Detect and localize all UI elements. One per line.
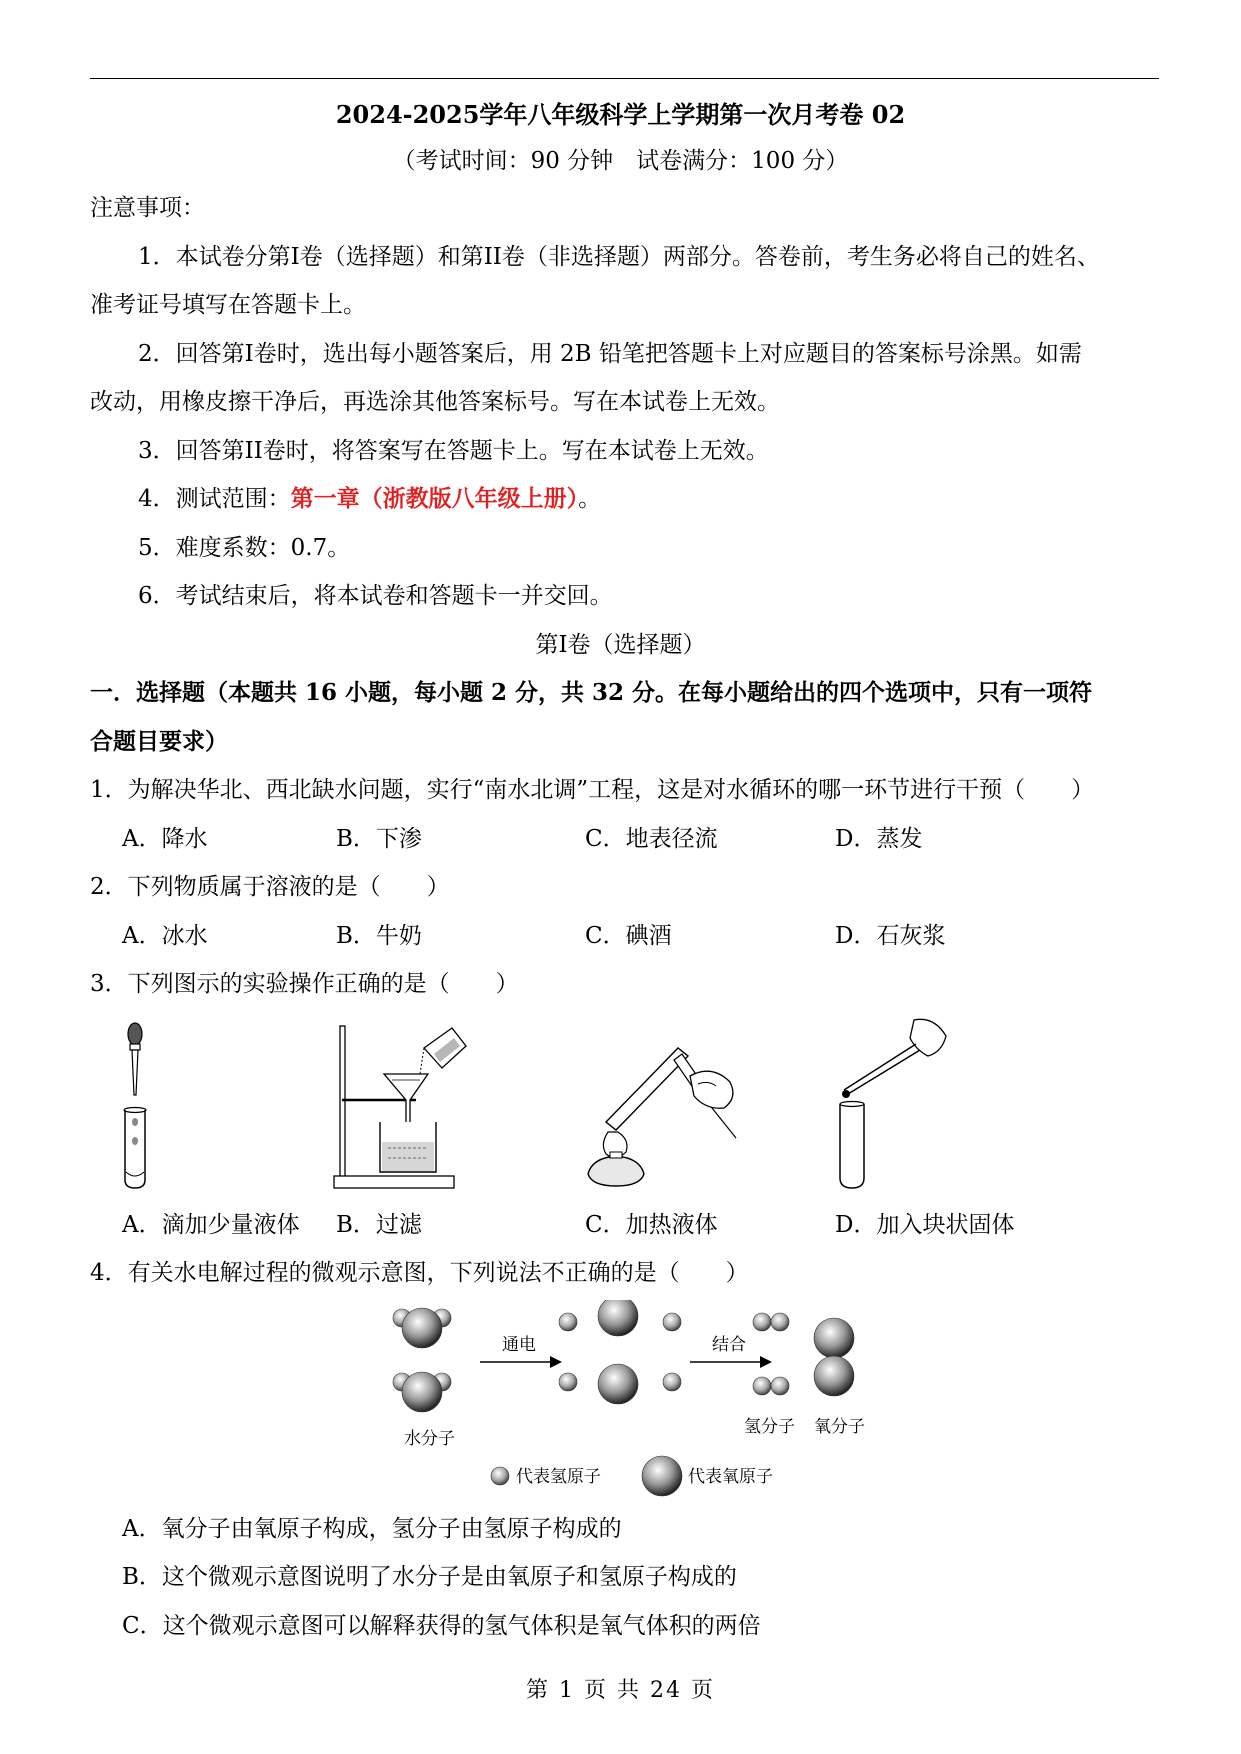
q2-option-a: A．冰水 [122,923,208,949]
exam-title: 2024-2025学年八年级科学上学期第一次月考卷 02 [335,100,906,129]
q1-option-a: A．降水 [122,826,208,852]
water-molecule-icon [393,1372,451,1412]
q4-option-c: C．这个微观示意图可以解释获得的氢气体积是氧气体积的两倍 [122,1613,761,1639]
heating-liquid-figure [586,1036,744,1188]
arrow-right-icon [690,1356,772,1368]
note-5: 5．难度系数：0.7。 [138,535,351,561]
q2-stem: 2．下列物质属于溶液的是（ ） [90,874,450,900]
page-footer: 第 1 页 共 24 页 [526,1678,715,1703]
q2-option-d: D．石灰浆 [835,923,946,949]
exam-subtitle: （考试时间：90 分钟 试卷满分：100 分） [392,148,849,174]
dropper-tube-figure [112,1020,162,1190]
q3-option-d: D．加入块状固体 [835,1212,1015,1238]
hydrogen-molecule-icon [753,1313,789,1395]
note-4-range: 第一章（浙教版八年级上册） [290,485,579,512]
q2-option-c: C．碘酒 [585,923,672,949]
note-4 [138,484,601,514]
legend-oxygen-label: 代表氧原子 [688,1467,773,1487]
hand-icon [690,1071,733,1108]
q4-option-b: B．这个微观示意图说明了水分子是由氧原子和氢原子构成的 [122,1564,737,1590]
tweezers-hand-icon [842,1019,946,1098]
label-hydrogen-molecule: 氢分子 [744,1417,795,1437]
note-4-suffix: 。 [578,486,602,512]
q1-option-c: C．地表径流 [585,826,718,852]
note-1-line-1: 1．本试卷分第I卷（选择题）和第II卷（非选择题）两部分。答卷前，考生务必将自己的姓名、 [138,244,1100,270]
beaker-icon [380,1122,436,1172]
q2-option-b: B．牛奶 [336,923,422,949]
legend-hydrogen-icon [491,1467,509,1485]
section-heading-line-2: 合题目要求） [90,728,228,755]
q3-option-b: B．过滤 [336,1212,422,1238]
q4-stem: 4．有关水电解过程的微观示意图，下列说法不正确的是（ ） [90,1260,749,1286]
filtration-figure [332,1018,474,1190]
note-6: 6．考试结束后，将本试卷和答题卡一并交回。 [138,583,613,609]
q3-stem: 3．下列图示的实验操作正确的是（ ） [90,971,519,997]
label-oxygen-molecule: 氧分子 [814,1417,865,1437]
separated-atoms-icon [559,1300,681,1404]
header-rule [90,78,1159,79]
test-tube-icon [840,1102,864,1189]
note-4-prefix: 4．测试范围： [138,486,291,512]
note-2-line-2: 改动，用橡皮擦干净后，再选涂其他答案标号。写在本试卷上无效。 [90,389,780,415]
pouring-beaker-icon [420,1028,466,1074]
note-1-line-2: 准考证号填写在答题卡上。 [90,292,366,318]
dropper-icon [128,1023,142,1095]
electrolysis-diagram [390,1300,880,1500]
arrow-right-icon [480,1356,562,1368]
q1-option-d: D．蒸发 [835,826,923,852]
note-3: 3．回答第II卷时，将答案写在答题卡上。写在本试卷上无效。 [138,438,769,464]
label-water-molecule: 水分子 [404,1429,455,1449]
arrow-label-electrify: 通电 [502,1335,536,1355]
q1-option-b: B．下渗 [336,826,422,852]
water-molecule-icon [393,1308,451,1348]
arrow-label-combine: 结合 [712,1335,746,1355]
part-title: 第I卷（选择题） [535,632,706,658]
q3-option-c: C．加热液体 [585,1212,718,1238]
oxygen-molecule-icon [814,1318,854,1396]
legend-oxygen-icon [642,1456,682,1496]
add-solid-figure [830,1014,954,1192]
notes-heading: 注意事项： [90,195,205,221]
q4-option-a: A．氧分子由氧原子构成，氢分子由氢原子构成的 [122,1516,622,1542]
q3-option-a: A．滴加少量液体 [122,1212,300,1238]
note-2-line-1: 2．回答第I卷时，选出每小题答案后，用 2B 铅笔把答题卡上对应题目的答案标号涂黑。如需 [138,341,1082,367]
test-tube-icon [124,1108,146,1189]
q1-stem: 1．为解决华北、西北缺水问题，实行“南水北调”工程，这是对水循环的哪一环节进行干预（ ） [90,777,1095,803]
alcohol-lamp-icon [588,1132,644,1186]
legend-hydrogen-label: 代表氢原子 [516,1467,601,1487]
section-heading-line-1: 一．选择题（本题共 16 小题，每小题 2 分，共 32 分。在每小题给出的四个选项中，只有一项符 [90,679,1093,706]
